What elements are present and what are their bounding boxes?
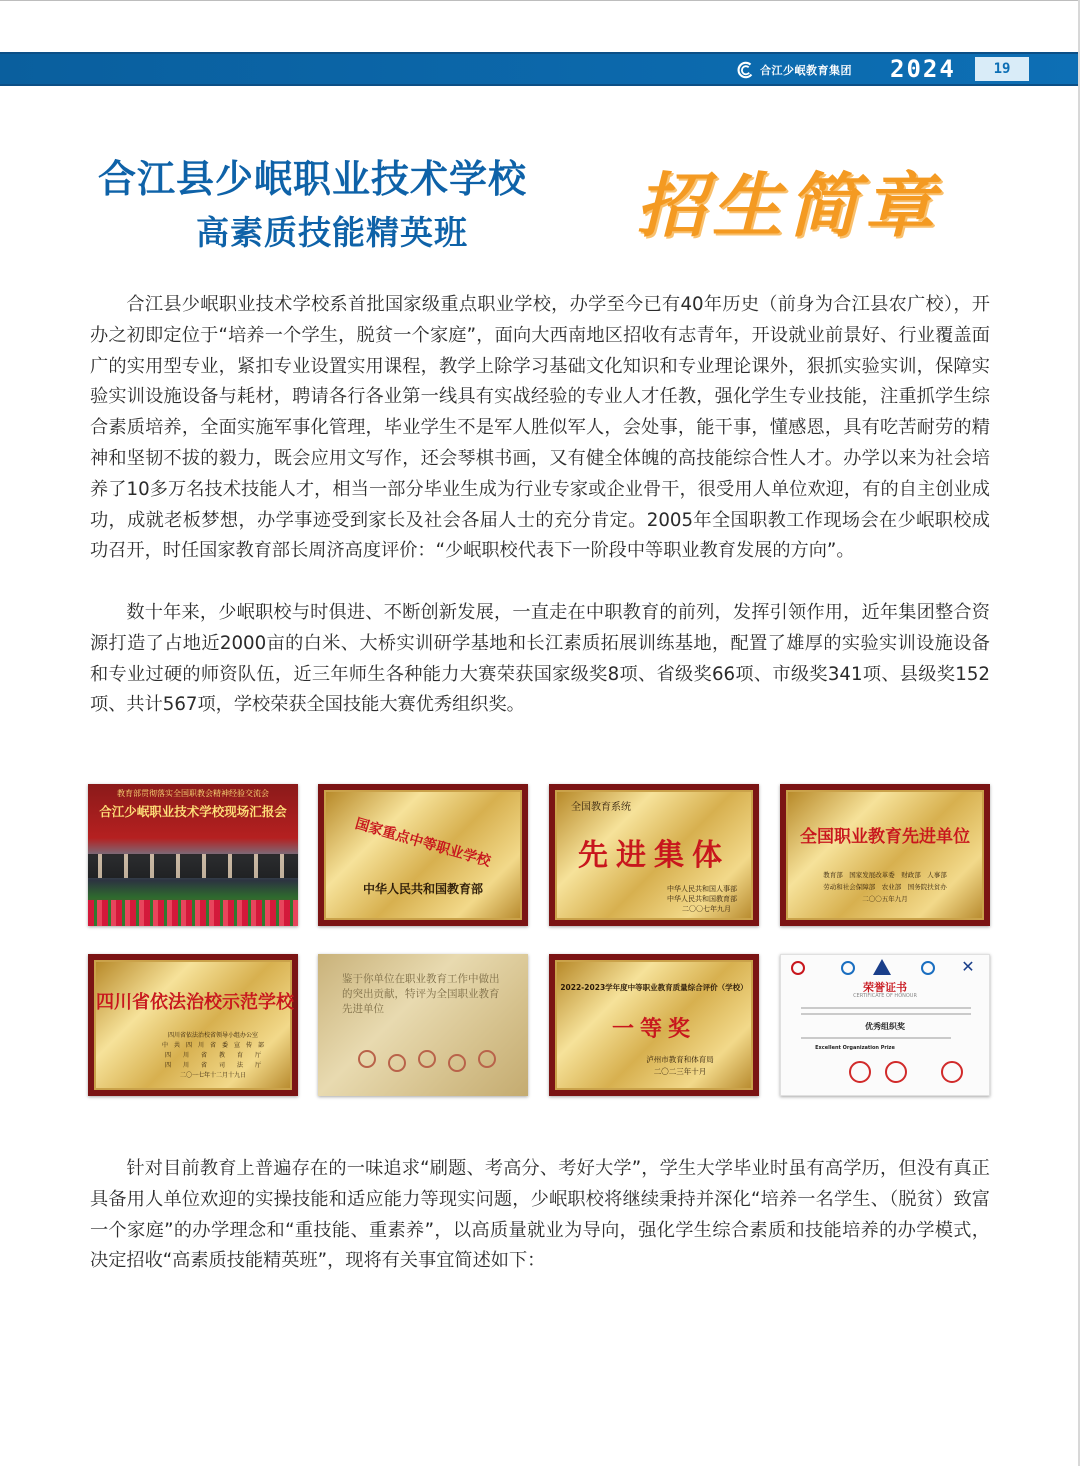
plaque-title: 全国职业教育先进单位 xyxy=(800,827,970,847)
plaque-date: 二〇〇七年九月 xyxy=(682,905,731,913)
seal-icon xyxy=(885,1061,907,1083)
photo-banner-top: 教育部贯彻落实全国职教会精神经验交流会 xyxy=(117,789,269,798)
seal-icon xyxy=(448,1054,466,1072)
plaque-date: 二〇一七年十二月十九日 xyxy=(179,1072,246,1079)
plaque-issuer-2: 劳动和社会保障部 农业部 国务院扶贫办 xyxy=(823,883,947,891)
plaque-title: 国家重点中等职业学校 xyxy=(353,815,493,870)
emblem-icon xyxy=(921,961,935,975)
plaque-first-prize xyxy=(549,954,759,1096)
certificate-subtitle: CERTIFICATE OF HONOUR xyxy=(853,993,917,999)
seal-icon xyxy=(478,1050,496,1068)
plaque-header: 2022-2023学年度中等职业教育质量综合评价（学校） xyxy=(560,983,748,992)
photo-attendees xyxy=(88,854,298,878)
plaque-vocational-advanced-unit xyxy=(780,784,990,926)
plaque-issuer: 泸州市教育和体育局 xyxy=(646,1055,714,1064)
intro-paragraph: 合江县少岷职业技术学校系首批国家级重点职业学校，办学至今已有40年历史（前身为合江县农广校），开办之初即定位于“培养一个学生，脱贫一个家庭”，面向大西南地区招收有志青年，开设就业前景好、行业覆盖面广的实用型专业，紧扣专业设置实用课程，教学上除学习基础文化知识和专业理论课外，狠抓实验实训，保障实验实训设施设备与耗材，聘请各行各业第一线具有实战经验的专业人才任教，强化学生专业技能，注重抓学生综合素质培养，全面实施军事化管理，毕业学生不是军人胜似军人，会处事，能干事，懂感恩，具有吃苦耐劳的精神和坚韧不拔的毅力，既会应用文写作，还会琴棋书画，又有健全体魄的高技能综合性人才。办学以来为社会培养了10多万名技术技能人才，相当一部分毕业生成为行业专家或企业骨干，很受用人单位欢迎，有的自主创业成功，成就老板梦想，办学事迹受到家长及社会各届人士的充分肯定。2005年全国职教工作现场会在少岷职校成功召开，时任国家教育部长周济高度评价：“少岷职校代表下一阶段中等职业教育发展的方向”。 xyxy=(90,294,990,562)
plaque-title: 四川省依法治校示范学校 xyxy=(96,992,294,1013)
brand xyxy=(737,61,852,79)
plaque-national-key-school xyxy=(318,784,528,926)
plaque-issuer-2: 中华人民共和国教育部 xyxy=(667,895,737,903)
plaque-issuer: 中华人民共和国教育部 xyxy=(362,882,483,896)
certificate-of-honour xyxy=(780,954,990,1096)
seal-icon xyxy=(418,1050,436,1068)
plaque-issuer-1: 中华人民共和国人事部 xyxy=(667,885,737,893)
page-top-edge xyxy=(0,0,1080,1)
brand-logo-icon xyxy=(737,61,755,79)
certificate-title: 荣誉证书 xyxy=(863,981,907,994)
certificate-award-en: Excellent Organization Prize xyxy=(815,1045,895,1051)
plaque-issuer-1: 教育部 国家发展改革委 财政部 人事部 xyxy=(823,871,947,879)
conference-photo xyxy=(88,784,298,926)
plaque-advanced-collective xyxy=(549,784,759,926)
certificate-award: 优秀组织奖 xyxy=(865,1022,905,1031)
header-band xyxy=(0,52,1078,86)
issue-year: 2024 xyxy=(890,55,956,83)
plaque-issuer-2: 中 共 四 川 省 委 宣 传 部 xyxy=(161,1042,264,1049)
enrollment-title: 招生简章 xyxy=(636,165,940,247)
plaque-date: 二〇二三年十月 xyxy=(653,1067,707,1076)
plaque-title: 一等奖 xyxy=(611,1017,696,1042)
school-title: 合江县少岷职业技术学校 xyxy=(98,157,528,201)
seal-icon xyxy=(941,1061,963,1083)
plaque-engraved-text: 鉴于你单位在职业教育工作中做出的突出贡献，特评为全国职业教育先进单位 xyxy=(342,973,500,1015)
certificate-text-line xyxy=(801,1007,971,1009)
class-title: 高素质技能精英班 xyxy=(196,213,468,252)
plaque-issuer-1: 四川省依法治校省领导小组办公室 xyxy=(167,1032,258,1039)
photo-banner: 合江少岷职业技术学校现场汇报会 xyxy=(99,804,287,819)
plaque-date: 二〇〇五年九月 xyxy=(862,895,908,903)
seal-icon xyxy=(849,1061,871,1083)
certificate-text-line xyxy=(801,1013,971,1015)
plaque-title: 先进集体 xyxy=(578,838,730,873)
brand-name: 合江少岷教育集团 xyxy=(760,64,852,77)
plaque-header: 全国教育系统 xyxy=(571,802,631,813)
plaque-issuer-3: 四 川 省 教 育 厅 xyxy=(164,1052,261,1059)
certificate-text-line xyxy=(801,1037,951,1039)
emblem-icon xyxy=(791,961,805,975)
seal-icon xyxy=(388,1054,406,1072)
emblem-icon xyxy=(841,961,855,975)
plaque-issuer-4: 四 川 省 司 法 厅 xyxy=(164,1062,261,1069)
page-number: 19 xyxy=(975,57,1029,81)
emblem-icon xyxy=(873,959,891,975)
photo-flowers xyxy=(88,900,298,926)
plaque-engraved-commendation xyxy=(318,954,528,1096)
seal-icon xyxy=(358,1050,376,1068)
enrollment-paragraph: 针对目前教育上普遍存在的一味追求“刷题、考高分、考好大学”，学生大学毕业时虽有高学历，但没有真正具备用人单位欢迎的实操技能和适应能力等现实问题，少岷职校将继续秉持并深化“培养一名学生、（脱贫）致富一个家庭”的办学理念和“重技能、重素养”，以高质量就业为导向，强化学生综合素质和技能培养的办学模式，决定招收“高素质技能精英班”，现将有关事宜简述如下： xyxy=(90,1158,990,1272)
achievements-paragraph: 数十年来，少岷职校与时俱进、不断创新发展，一直走在中职教育的前列，发挥引领作用，近年集团整合资源打造了占地近2000亩的白米、大桥实训研学基地和长江素质拓展训练基地，配置了雄厚的实验实训设施设备和专业过硬的师资队伍，近三年师生各种能力大赛荣获国家级奖8项、省级奖66项、市级奖341项、县级奖152项、共计567项，学校荣获全国技能大赛优秀组织奖。 xyxy=(90,602,990,716)
plaque-rule-of-law-school xyxy=(88,954,298,1096)
emblem-icon: ✕ xyxy=(961,957,975,976)
